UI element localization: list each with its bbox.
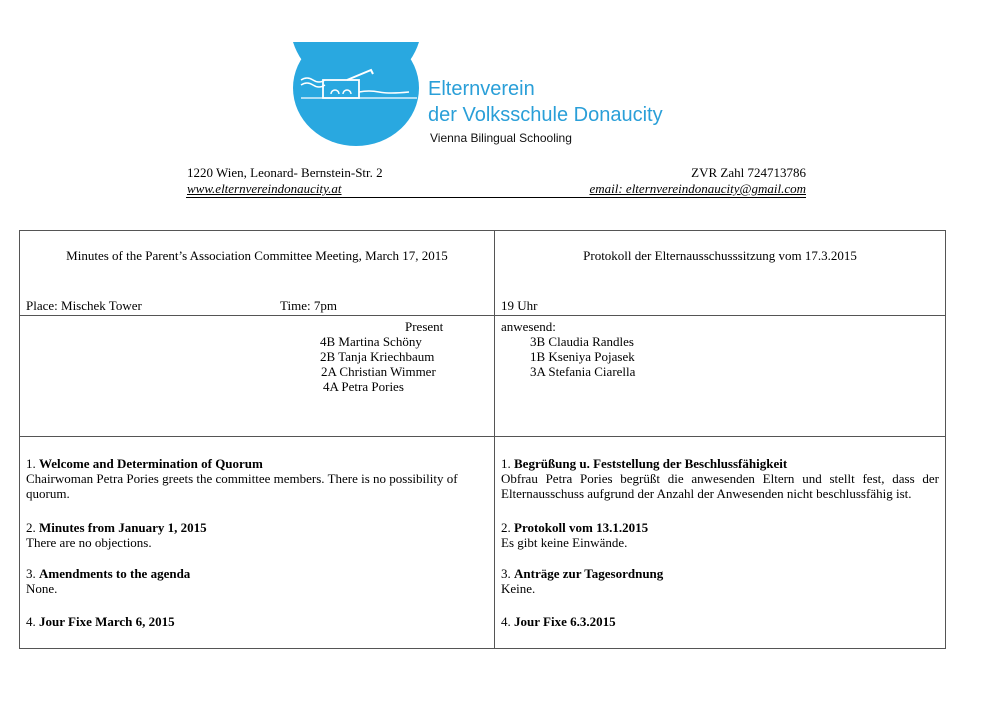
item-number: 3. [501,566,514,581]
present-label: Present [405,319,444,334]
present-cell-left [20,316,495,437]
list-item: 3B Claudia Randles [530,334,634,349]
zvr-number: ZVR Zahl 724713786 [691,165,806,180]
logo [287,40,707,155]
header-divider [186,197,806,198]
present-list-left [320,319,443,394]
meeting-time-german: 19 Uhr [501,298,538,313]
item-body: Chairwoman Petra Pories greets the committee members. There is no possibility of quorum. [26,471,458,501]
agenda-item [501,566,939,596]
registration-block [589,165,806,197]
agenda-item [26,520,488,550]
item-number: 1. [26,456,39,471]
item-heading: Begrüßung u. Feststellung der Beschlussfähigkeit [514,456,788,471]
list-item: 4A Petra Pories [323,379,404,394]
list-item: 1B Kseniya Pojasek [530,349,635,364]
item-heading: Jour Fixe March 6, 2015 [39,614,175,629]
list-item: 4B Martina Schöny [320,334,422,349]
school-logo-icon [287,40,427,155]
agenda-item [26,566,488,596]
item-heading: Minutes from January 1, 2015 [39,520,207,535]
item-body: Keine. [501,581,536,596]
item-body: Obfrau Petra Pories begrüßt die anwesenden Eltern und stellt fest, dass der Elternausschuss aufgrund der Anzahl der Anwesenden nicht beschlussfähig ist. [501,471,939,501]
org-name-line1: Elternverein [428,78,535,100]
street-address: 1220 Wien, Leonard- Bernstein-Str. 2 [187,165,383,180]
org-name-line2: der Volksschule Donaucity [428,104,663,126]
email-link[interactable]: email: elternvereindonaucity@gmail.com [589,181,806,196]
minutes-title-english: Minutes of the Parent’s Association Committee Meeting, March 17, 2015 [66,248,448,263]
agenda-item [501,614,939,629]
list-item: 2A Christian Wimmer [321,364,436,379]
meeting-place: Place: Mischek Tower [26,298,142,313]
agenda-item [26,456,488,501]
address-block [187,165,383,197]
item-number: 2. [26,520,39,535]
item-number: 2. [501,520,514,535]
item-heading: Jour Fixe 6.3.2015 [514,614,616,629]
website-link[interactable]: www.elternvereindonaucity.at [187,181,342,196]
minutes-table [19,230,946,649]
list-item: 3A Stefania Ciarella [530,364,636,379]
item-heading: Anträge zur Tagesordnung [514,566,664,581]
item-number: 3. [26,566,39,581]
present-cell-right [495,316,946,437]
agenda-item [26,614,488,629]
item-number: 1. [501,456,514,471]
present-list-right [501,319,635,379]
agenda-cell-german [495,437,946,649]
agenda-item [501,456,939,501]
agenda-cell-english [20,437,495,649]
item-body: Es gibt keine Einwände. [501,535,628,550]
item-body: None. [26,581,58,596]
title-cell-german [495,231,946,316]
agenda-item [501,520,939,550]
meeting-time: Time: 7pm [280,298,337,313]
item-heading: Protokoll vom 13.1.2015 [514,520,649,535]
item-heading: Welcome and Determination of Quorum [39,456,263,471]
item-heading: Amendments to the agenda [39,566,191,581]
title-cell-english [20,231,495,316]
item-body: There are no objections. [26,535,152,550]
org-subtitle: Vienna Bilingual Schooling [430,131,572,145]
item-number: 4. [26,614,39,629]
item-number: 4. [501,614,514,629]
minutes-title-german: Protokoll der Elternausschusssitzung vom 17.3.2015 [583,248,857,263]
present-label-german: anwesend: [501,319,556,334]
list-item: 2B Tanja Kriechbaum [320,349,435,364]
